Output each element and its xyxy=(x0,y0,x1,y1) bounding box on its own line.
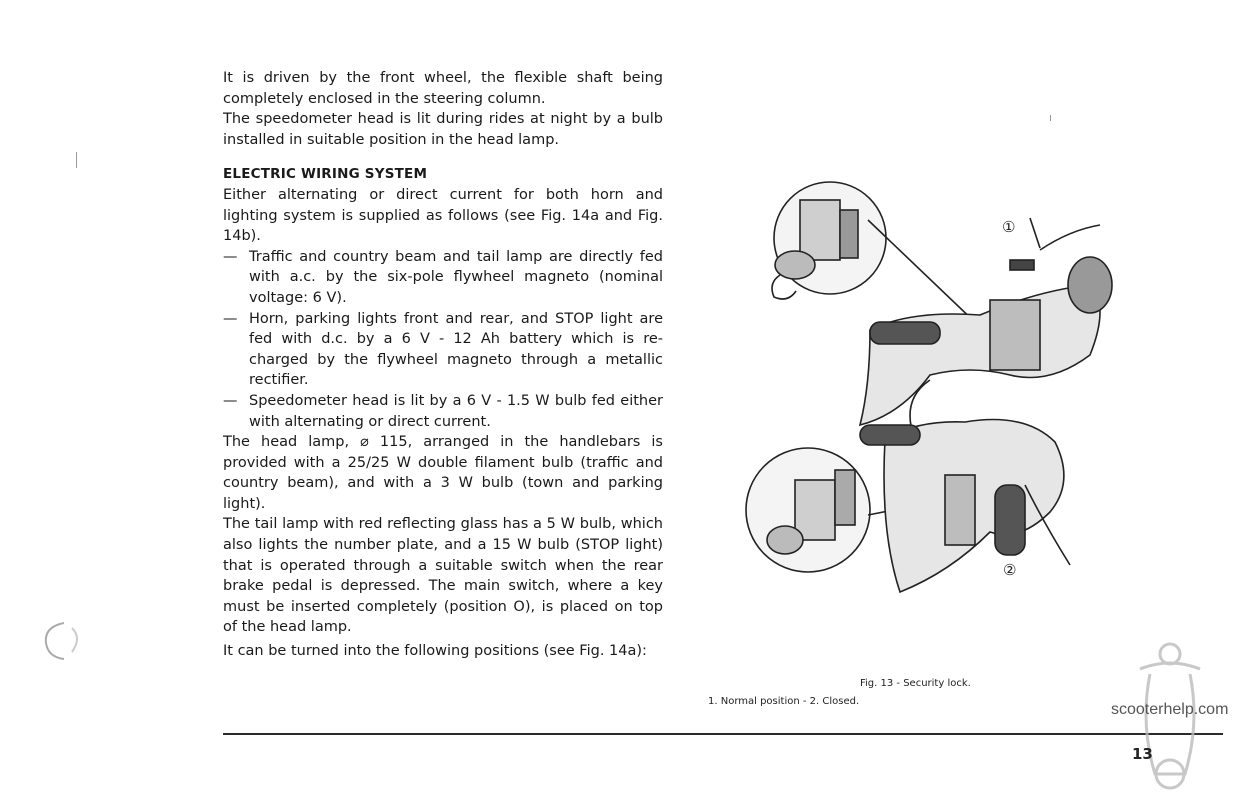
intro-paragraph-1: It is driven by the front wheel, the flexible shaft being completely enclosed in the steering column. xyxy=(223,70,663,107)
list-item: — Speedometer head is lit by a 6 V - 1.5 W bulb fed either with alternating or direct current. xyxy=(223,391,663,432)
figure-caption-title: Fig. 13 - Security lock. xyxy=(860,678,971,689)
callout-1: ① xyxy=(1002,218,1016,236)
hole-punch-mark xyxy=(38,618,88,663)
figure-caption-legend: 1. Normal position - 2. Closed. xyxy=(708,696,860,707)
handlebar-drawing-top xyxy=(772,182,1112,440)
text-column xyxy=(223,68,663,662)
positions-paragraph: It can be turned into the following positions (see Fig. 14a): xyxy=(223,643,647,660)
supply-list xyxy=(223,247,663,432)
watermark-text: scooterhelp.com xyxy=(1111,701,1229,718)
supply-paragraph: Either alternating or direct current for both horn and lighting system is supplied as follows (see Fig. 14a and Fig. 14b). xyxy=(223,186,663,245)
page-number: 13 xyxy=(1132,745,1153,763)
security-lock-illustration xyxy=(740,180,1120,610)
section-heading: ELECTRIC WIRING SYSTEM xyxy=(223,166,428,183)
list-item: — Horn, parking lights front and rear, and STOP light are fed with d.c. by a 6 V - 12 Ah battery which is re-charged by the flywheel magneto through a metallic rectifier. xyxy=(223,309,663,391)
handlebar-drawing-bottom xyxy=(746,420,1070,593)
taillamp-paragraph: The tail lamp with red reflecting glass has a 5 W bulb, which also lights the number plate, and a 15 W bulb (STOP light) that is operated through a suitable switch when the rear brake pedal is depressed. The main switch, where a key must be inserted completely (position O), is placed on top of the head lamp. xyxy=(223,516,663,636)
headlamp-paragraph: The head lamp, ⌀ 115, arranged in the handlebars is provided with a 25/25 W double filament bulb (traffic and country beam), and with a 3 W bulb (town and parking light). xyxy=(223,434,663,512)
list-item: — Traffic and country beam and tail lamp are directly fed with a.c. by the six-pole flywheel magneto (nominal voltage: 6 V). xyxy=(223,247,663,309)
callout-2: ② xyxy=(1003,561,1017,579)
scan-speck xyxy=(1050,115,1051,121)
intro-paragraph-2: The speedometer head is lit during rides at night by a bulb installed in suitable position in the head lamp. xyxy=(223,111,663,148)
footer-rule xyxy=(223,733,1223,735)
scan-speck xyxy=(76,152,77,168)
